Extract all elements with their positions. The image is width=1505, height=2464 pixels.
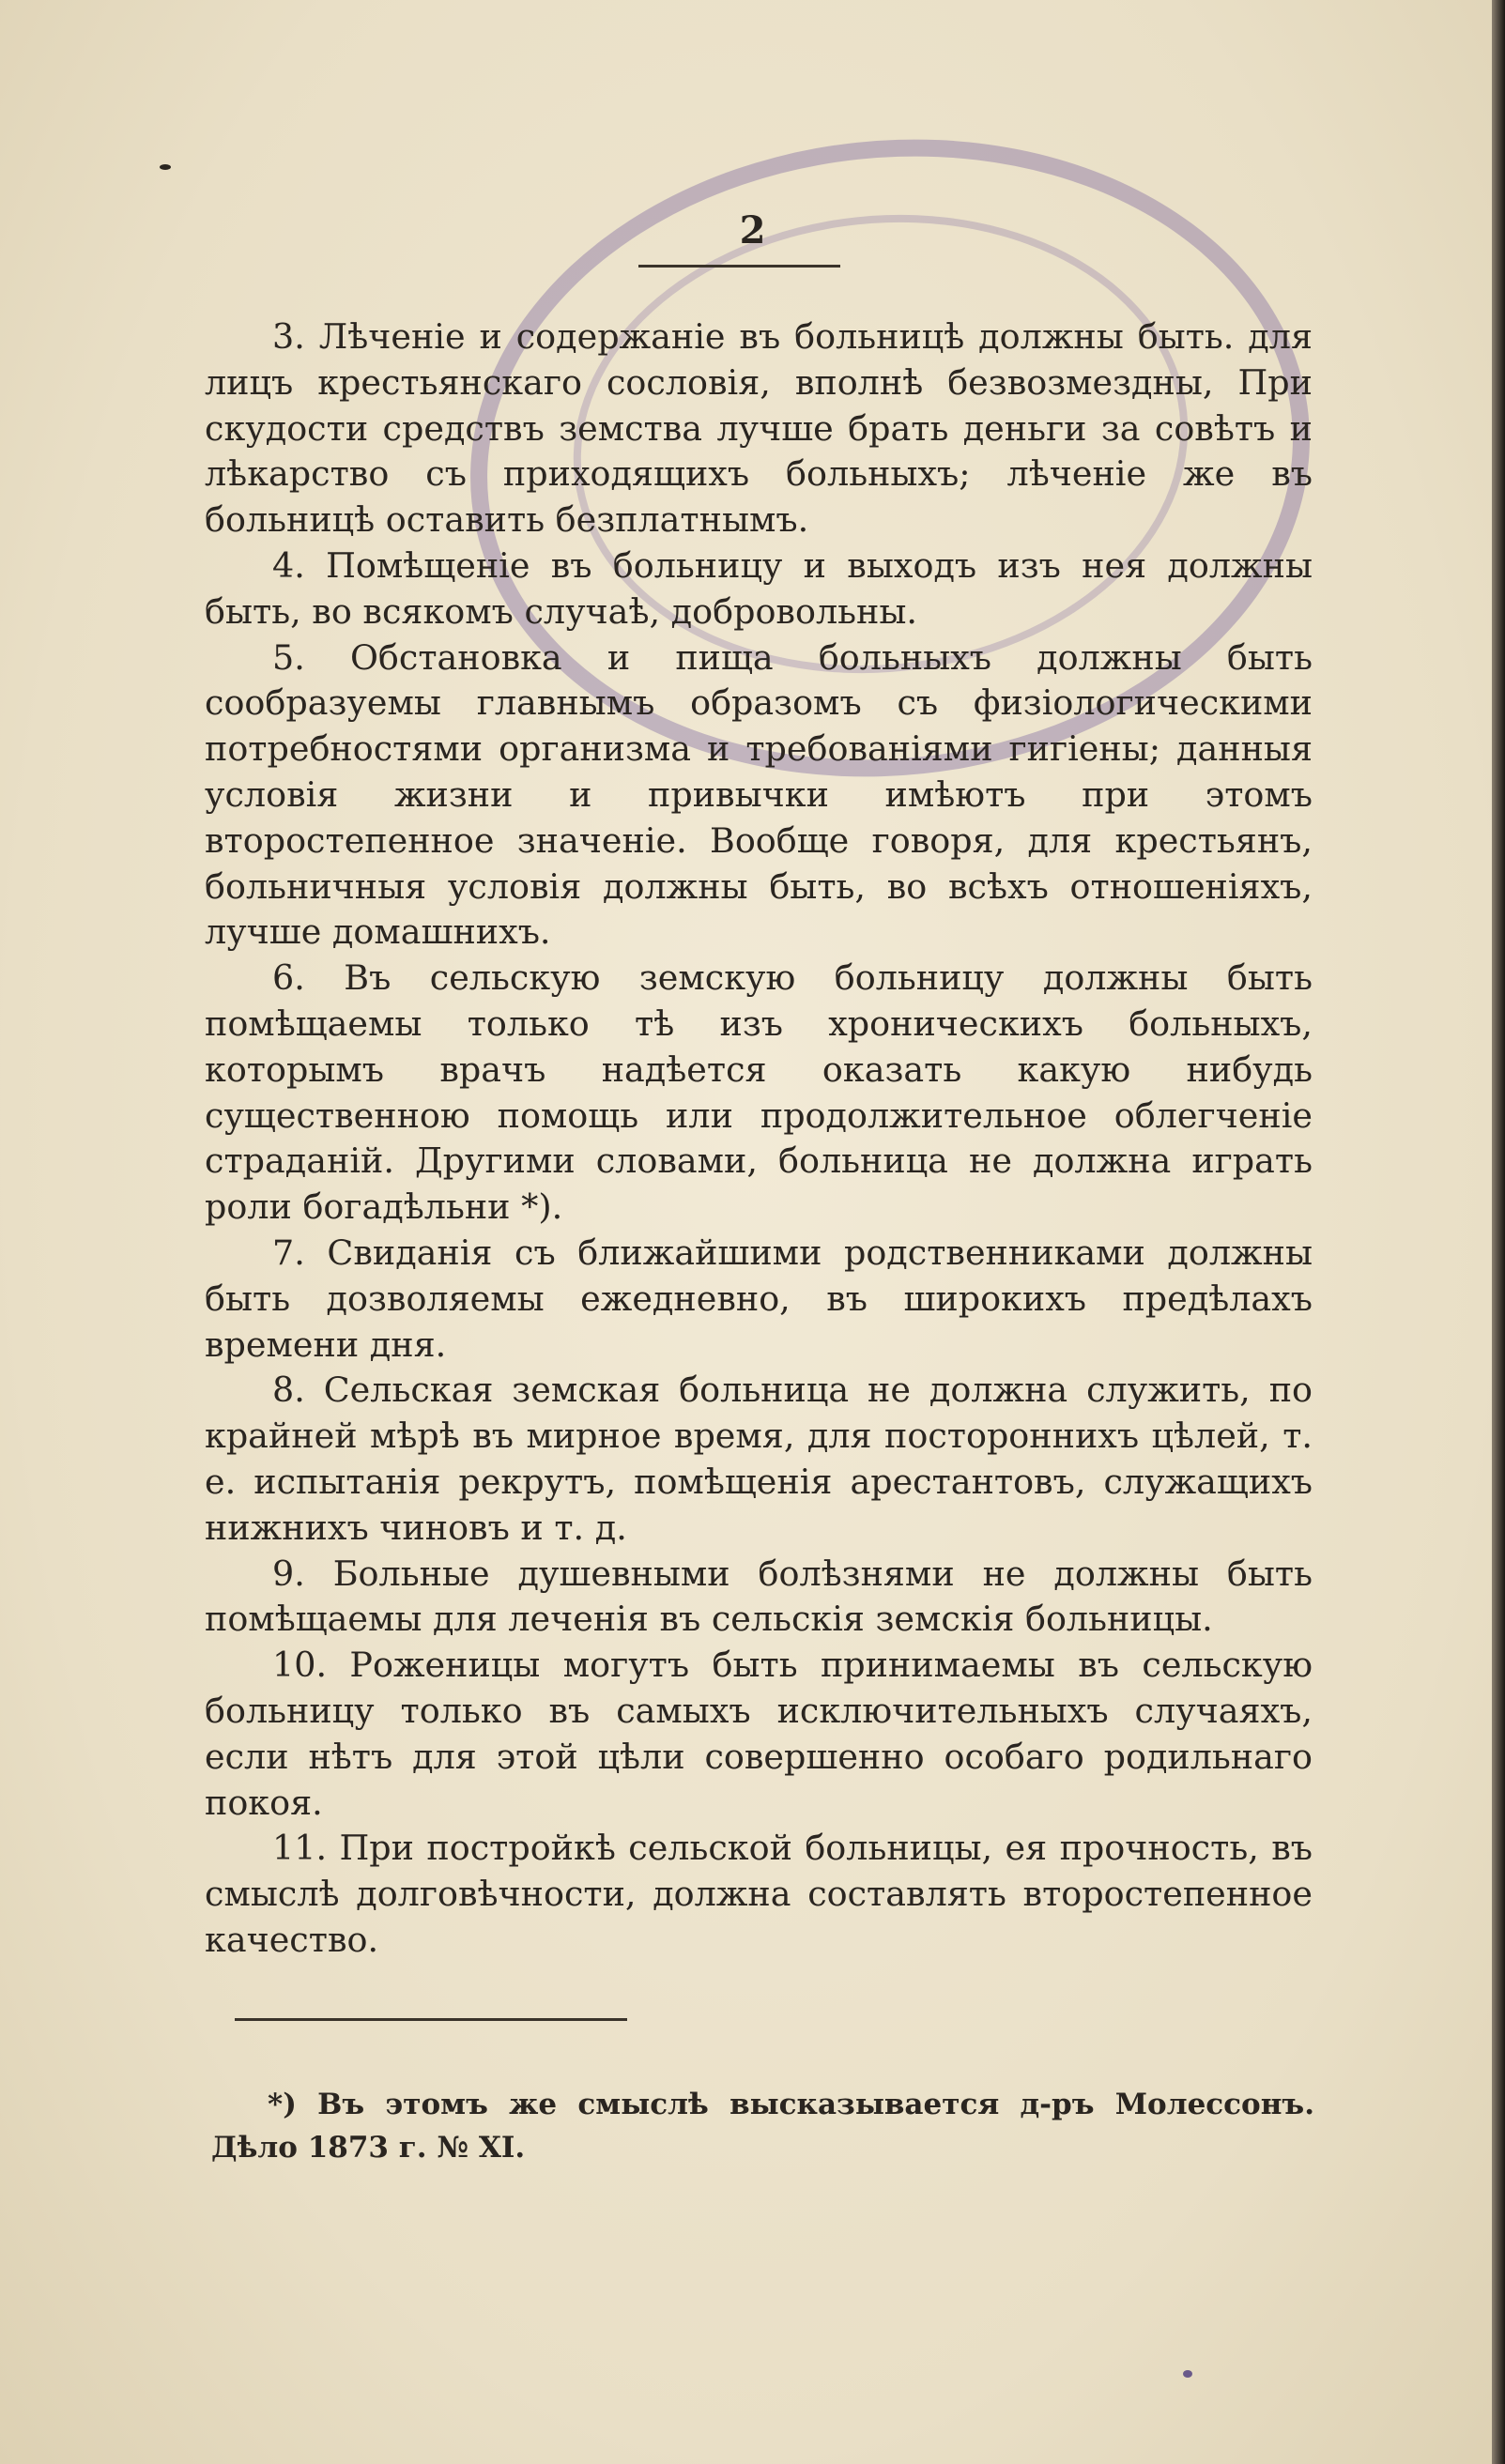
paragraph-5: 5. Обстановка и пища больныхъ должны быть сообразуемы главнымъ образомъ съ физіологическими потребностями организма и требованіями гигіены; данныя условія жизни и привычки имѣютъ при этомъ второстепенное значеніе. Вообще говоря, для крестьянъ, больничныя условія должны быть, во всѣхъ отношеніяхъ, лучше домашнихъ. (205, 636, 1313, 953)
body-text (205, 314, 1313, 1964)
paragraph-9: 9. Больные душевными болѣзнями не должны быть помѣщаемы для леченія въ сельскія земскія больницы. (205, 1553, 1313, 1640)
paragraph-11: 11. При постройкѣ сельской больницы, ея прочность, въ смыслѣ долговѣчности, должна составлять второстепенное качество. (205, 1828, 1313, 1960)
paragraph-4: 4. Помѣщеніе въ больницу и выходъ изъ нея должны быть, во всякомъ случаѣ, добровольны. (205, 544, 1313, 632)
footnote-rule (235, 2018, 627, 2021)
scan-speck (1183, 2370, 1192, 2378)
page-edge-shadow (1492, 0, 1505, 2464)
footnote: *) Въ этомъ же смыслѣ высказывается д-ръ Молессонъ. Дѣло 1873 г. № XI. (211, 2088, 1314, 2165)
paragraph-10: 10. Роженицы могутъ быть принимаемы въ сельскую больницу только въ самыхъ исключительныхъ случаяхъ, если нѣтъ для этой цѣли совершенно особаго родильнаго покоя. (205, 1645, 1313, 1823)
paragraph-8: 8. Сельская земская больница не должна служить, по крайней мѣрѣ въ мирное время, для постороннихъ цѣлей, т. е. испытанія рекрутъ, помѣщенія арестантовъ, служащихъ нижнихъ чиновъ и т. д. (205, 1370, 1313, 1548)
paragraph-6: 6. Въ сельскую земскую больницу должны быть помѣщаемы только тѣ изъ хроническихъ больныхъ, которымъ врачъ надѣется оказать какую нибудь существенною помощь или продолжительное облегченіе страданій. Другими словами, больница не должна играть роли богадѣльни *). (205, 957, 1313, 1228)
header-rule (638, 265, 840, 268)
scan-speck (160, 164, 171, 170)
paragraph-3: 3. Лѣченіе и содержаніе въ больницѣ должны быть. для лицъ крестьянскаго сословія, вполнѣ безвозмездны, При скудости средствъ земства лучше брать деньги за совѣтъ и лѣкарство съ приходящихъ больныхъ; лѣченіе же въ больницѣ оставить безплатнымъ. (205, 316, 1313, 541)
paragraph-7: 7. Свиданія съ ближайшими родственниками должны быть дозволяемы ежедневно, въ широкихъ предѣлахъ времени дня. (205, 1232, 1313, 1365)
page-number: 2 (739, 208, 766, 253)
